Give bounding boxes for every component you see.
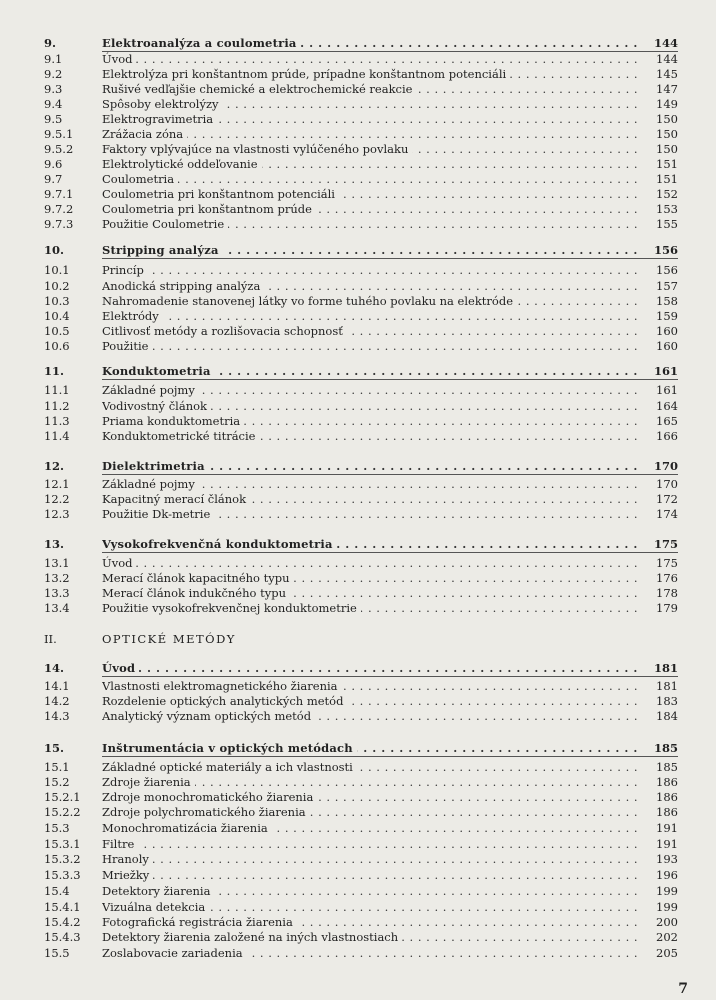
section-title [102, 586, 672, 601]
section-title [102, 694, 672, 709]
section-title-text: Detektory žiarenia založené na iných vlastnostiach [102, 930, 402, 944]
section-page-number: 193 [638, 852, 678, 867]
toc-entry-row [0, 571, 716, 586]
section-number: II. [44, 632, 57, 646]
section-title [102, 852, 672, 867]
toc-entry-row [0, 279, 716, 294]
section-title-text: Konduktometrické titrácie [102, 429, 259, 443]
section-page-number: 150 [638, 142, 678, 157]
section-page-number: 185 [638, 760, 678, 775]
section-title [102, 157, 672, 172]
section-title [102, 383, 672, 398]
section-title [102, 172, 672, 187]
section-title-text: Princíp [102, 263, 148, 277]
chapter-rule [102, 258, 678, 259]
section-title-text: Dielektrimetria [102, 459, 209, 473]
section-page-number: 160 [638, 339, 678, 354]
section-number: 11.4 [44, 429, 70, 443]
section-title-text: Monochromatizácia žiarenia [102, 821, 272, 835]
section-title-text: Elektrogravimetria [102, 112, 217, 126]
section-page-number: 153 [638, 202, 678, 217]
section-number: 15.5 [44, 946, 70, 960]
toc-entry-row [0, 52, 716, 67]
section-title [102, 187, 672, 202]
section-number: 13.3 [44, 586, 70, 600]
section-number: 15.2.1 [44, 790, 81, 804]
section-title [102, 868, 672, 883]
toc-entry-row [0, 884, 716, 899]
section-title [102, 279, 672, 294]
section-title-text: Vizuálna detekcia [102, 900, 209, 914]
section-title [102, 52, 672, 67]
section-title-text: Konduktometria [102, 364, 215, 378]
section-page-number: 158 [638, 294, 678, 309]
section-page-number: 199 [638, 900, 678, 915]
section-page-number: 150 [638, 127, 678, 142]
section-page-number: 186 [638, 790, 678, 805]
section-title [102, 202, 672, 217]
section-title-text: Citlivosť metódy a rozlišovacia schopnosť [102, 324, 347, 338]
toc-entry-row [0, 760, 716, 775]
section-page-number: 196 [638, 868, 678, 883]
section-page-number: 184 [638, 709, 678, 724]
toc-entry-row [0, 217, 716, 232]
section-title-text: Vlastnosti elektromagnetického žiarenia [102, 679, 342, 693]
toc-chapter-row [0, 741, 716, 756]
section-title [102, 324, 672, 339]
toc-chapter-row [0, 36, 716, 51]
section-title-text: Faktory vplývajúce na vlastnosti vylúčeného povlaku [102, 142, 412, 156]
toc-chapter-row [0, 459, 716, 474]
section-title [102, 837, 672, 852]
section-title-text: Filtre [102, 837, 138, 851]
section-number: 10.2 [44, 279, 70, 293]
toc-entry-row [0, 694, 716, 709]
chapter-rule [102, 379, 678, 380]
section-title [102, 946, 672, 961]
toc-entry-row [0, 309, 716, 324]
toc-entry-row [0, 900, 716, 915]
section-title-text: Elektroanalýza a coulometria [102, 36, 301, 50]
toc-entry-row [0, 324, 716, 339]
section-title-text: Základné pojmy [102, 383, 199, 397]
toc-chapter-row [0, 364, 716, 379]
section-number: 9.5.1 [44, 127, 74, 141]
section-title [102, 243, 672, 258]
section-title-text: Stripping analýza [102, 243, 223, 257]
section-title [102, 790, 672, 805]
section-title [102, 82, 672, 97]
section-title [102, 217, 672, 232]
section-title-text: Zdroje monochromatického žiarenia [102, 790, 317, 804]
section-title [102, 459, 672, 474]
section-title-text: Vysokofrekvenčná konduktometria [102, 537, 337, 551]
section-page-number: 161 [638, 383, 678, 398]
section-number: 9.3 [44, 82, 63, 96]
section-title [102, 884, 672, 899]
section-number: 9.7 [44, 172, 63, 186]
section-number: 9.5.2 [44, 142, 74, 156]
section-number: 9.1 [44, 52, 63, 66]
section-number: 10.5 [44, 324, 70, 338]
section-number: 10.4 [44, 309, 70, 323]
section-page-number: 165 [638, 414, 678, 429]
toc-entry-row [0, 399, 716, 414]
section-title [102, 571, 672, 586]
section-number: 10.3 [44, 294, 70, 308]
section-page-number: 202 [638, 930, 678, 945]
section-number: 15.2 [44, 775, 70, 789]
section-number: 9.5 [44, 112, 63, 126]
toc-entry-row [0, 339, 716, 354]
toc-entry-row [0, 775, 716, 790]
section-number: 12.1 [44, 477, 70, 491]
section-page-number: 150 [638, 112, 678, 127]
toc-entry-row [0, 112, 716, 127]
section-title [102, 339, 672, 354]
toc-entry-row [0, 709, 716, 724]
section-page-number: 175 [638, 537, 678, 552]
section-title-text: Nahromadenie stanovenej látky vo forme tuhého povlaku na elektróde [102, 294, 517, 308]
section-page-number: 170 [638, 477, 678, 492]
section-title [102, 97, 672, 112]
section-title [102, 760, 672, 775]
section-page-number: 157 [638, 279, 678, 294]
section-page-number: 181 [638, 661, 678, 676]
section-title-text: Vodivostný článok [102, 399, 211, 413]
toc-entry-row [0, 852, 716, 867]
section-title-text: Použitie vysokofrekvenčnej konduktometrie [102, 601, 361, 615]
section-page-number: 199 [638, 884, 678, 899]
section-number: 9.7.1 [44, 187, 74, 201]
section-number: 15.3.2 [44, 852, 81, 866]
section-title-text: Zrážacia zóna [102, 127, 187, 141]
section-title-text: Základné pojmy [102, 477, 199, 491]
toc-entry-row [0, 187, 716, 202]
toc-entry-row [0, 142, 716, 157]
section-title-text: Úvod [102, 661, 139, 675]
section-number: 11. [44, 364, 65, 378]
section-page-number: 161 [638, 364, 678, 379]
section-number: 15.2.2 [44, 805, 81, 819]
section-page-number: 156 [638, 243, 678, 258]
toc-entry-row [0, 821, 716, 836]
toc-entry-row [0, 294, 716, 309]
section-title-text: Elektrolytické oddeľovanie [102, 157, 262, 171]
section-title-text: Kapacitný merací článok [102, 492, 250, 506]
section-page-number: 191 [638, 837, 678, 852]
toc-entry-row [0, 946, 716, 961]
section-number: 11.2 [44, 399, 70, 413]
section-number: 15.1 [44, 760, 70, 774]
section-title [102, 930, 672, 945]
section-title-text: Elektrolýza pri konštantnom prúde, prípadne konštantnom potenciáli [102, 67, 510, 81]
section-title [102, 537, 672, 552]
section-title [102, 741, 672, 756]
section-title [102, 775, 672, 790]
toc-entry-row [0, 82, 716, 97]
toc-entry-row [0, 127, 716, 142]
section-page-number: 175 [638, 556, 678, 571]
section-number: 13.2 [44, 571, 70, 585]
section-title [102, 805, 672, 820]
toc-entry-row [0, 601, 716, 616]
section-title [102, 632, 672, 647]
section-number: 9.7.2 [44, 202, 74, 216]
section-title-text: Úvod [102, 52, 136, 66]
section-page-number: 172 [638, 492, 678, 507]
toc-chapter-row [0, 661, 716, 676]
section-title [102, 601, 672, 616]
section-number: 9.7.3 [44, 217, 74, 231]
section-title [102, 67, 672, 82]
toc-part-row [0, 632, 716, 647]
section-page-number: 185 [638, 741, 678, 756]
section-number: 15.3.1 [44, 837, 81, 851]
section-title [102, 112, 672, 127]
section-title-text: Fotografická registrácia žiarenia [102, 915, 297, 929]
toc-entry-row [0, 97, 716, 112]
section-title-text: Coulometria [102, 172, 178, 186]
section-number: 11.3 [44, 414, 70, 428]
toc-chapter-row [0, 537, 716, 552]
section-title-text: Elektródy [102, 309, 163, 323]
section-number: 12. [44, 459, 65, 473]
section-title [102, 429, 672, 444]
section-number: 13. [44, 537, 65, 551]
section-number: 11.1 [44, 383, 70, 397]
section-title-text: Rozdelenie optických analytických metód [102, 694, 347, 708]
toc-entry-row [0, 67, 716, 82]
section-page-number: 181 [638, 679, 678, 694]
section-number: 15.4 [44, 884, 70, 898]
section-number: 12.2 [44, 492, 70, 506]
section-title-text: Použitie [102, 339, 152, 353]
section-page-number: 144 [638, 52, 678, 67]
section-number: 14.3 [44, 709, 70, 723]
section-page-number: 170 [638, 459, 678, 474]
section-title [102, 915, 672, 930]
section-title-text: Mriežky [102, 868, 153, 882]
toc-entry-row [0, 172, 716, 187]
section-number: 14.1 [44, 679, 70, 693]
section-page-number: 155 [638, 217, 678, 232]
section-title [102, 821, 672, 836]
section-page-number: 186 [638, 805, 678, 820]
section-page-number: 178 [638, 586, 678, 601]
section-number: 14. [44, 661, 65, 675]
section-number: 13.4 [44, 601, 70, 615]
toc-entry-row [0, 679, 716, 694]
section-number: 15. [44, 741, 65, 755]
section-page-number: 186 [638, 775, 678, 790]
section-title-text: Zdroje žiarenia [102, 775, 195, 789]
section-title [102, 661, 672, 676]
toc-entry-row [0, 202, 716, 217]
toc-chapter-row [0, 243, 716, 258]
toc-entry-row [0, 429, 716, 444]
section-title [102, 477, 672, 492]
section-title-text: Použitie Coulometrie [102, 217, 228, 231]
section-title-text: Základné optické materiály a ich vlastnosti [102, 760, 357, 774]
section-title-text: Inštrumentácia v optických metódach [102, 741, 357, 755]
toc-entry-row [0, 556, 716, 571]
toc-entry-row [0, 930, 716, 945]
section-title [102, 142, 672, 157]
section-title [102, 679, 672, 694]
section-title-text: Úvod [102, 556, 136, 570]
toc-entry-row [0, 837, 716, 852]
section-page-number: 183 [638, 694, 678, 709]
section-title [102, 309, 672, 324]
toc-entry-row [0, 263, 716, 278]
section-page-number: 147 [638, 82, 678, 97]
section-title [102, 294, 672, 309]
section-title-text: Zoslabovacie zariadenia [102, 946, 247, 960]
section-title-text: Anodická stripping analýza [102, 279, 264, 293]
section-page-number: 174 [638, 507, 678, 522]
section-page-number: 144 [638, 36, 678, 51]
section-number: 10.6 [44, 339, 70, 353]
toc-entry-row [0, 868, 716, 883]
section-number: 9.4 [44, 97, 63, 111]
section-title [102, 36, 672, 51]
section-page-number: 151 [638, 157, 678, 172]
section-page-number: 164 [638, 399, 678, 414]
section-page-number: 149 [638, 97, 678, 112]
section-number: 9.2 [44, 67, 63, 81]
section-title-text: OPTICKÉ METÓDY [102, 632, 240, 646]
section-title-text: Detektory žiarenia [102, 884, 214, 898]
section-title [102, 127, 672, 142]
section-title [102, 900, 672, 915]
section-page-number: 152 [638, 187, 678, 202]
toc-entry-row [0, 157, 716, 172]
section-page-number: 205 [638, 946, 678, 961]
toc-entry-row [0, 790, 716, 805]
section-title-text: Analytický význam optických metód [102, 709, 315, 723]
toc-entry-row [0, 477, 716, 492]
section-page-number: 159 [638, 309, 678, 324]
toc-entry-row [0, 414, 716, 429]
section-number: 13.1 [44, 556, 70, 570]
toc-entry-row [0, 507, 716, 522]
section-number: 12.3 [44, 507, 70, 521]
section-title-text: Spôsoby elektrolýzy [102, 97, 223, 111]
toc-entry-row [0, 492, 716, 507]
section-title-text: Rušivé vedľajšie chemické a elektrochemické reakcie [102, 82, 416, 96]
chapter-rule [102, 474, 678, 475]
section-title [102, 364, 672, 379]
section-number: 10. [44, 243, 65, 257]
section-title-text: Priama konduktometria [102, 414, 244, 428]
toc-entry-row [0, 805, 716, 820]
section-title-text: Merací článok indukčného typu [102, 586, 290, 600]
section-number: 14.2 [44, 694, 70, 708]
page-number: 7 [678, 981, 688, 997]
chapter-rule [102, 552, 678, 553]
section-page-number: 145 [638, 67, 678, 82]
section-title [102, 507, 672, 522]
section-number: 15.4.2 [44, 915, 81, 929]
section-title [102, 414, 672, 429]
section-number: 15.3 [44, 821, 70, 835]
section-page-number: 156 [638, 263, 678, 278]
section-page-number: 200 [638, 915, 678, 930]
toc-entry-row [0, 383, 716, 398]
chapter-rule [102, 756, 678, 757]
section-number: 10.1 [44, 263, 70, 277]
section-title [102, 399, 672, 414]
section-number: 9.6 [44, 157, 63, 171]
toc-entry-row [0, 915, 716, 930]
section-title [102, 556, 672, 571]
section-title [102, 709, 672, 724]
section-title-text: Použitie Dk-metrie [102, 507, 214, 521]
section-title-text: Coulometria pri konštantnom potenciáli [102, 187, 339, 201]
chapter-rule [102, 676, 678, 677]
section-number: 15.4.3 [44, 930, 81, 944]
section-title-text: Hranoly [102, 852, 153, 866]
section-page-number: 166 [638, 429, 678, 444]
section-number: 15.4.1 [44, 900, 81, 914]
section-title [102, 263, 672, 278]
section-number: 9. [44, 36, 57, 50]
section-title [102, 492, 672, 507]
section-page-number: 191 [638, 821, 678, 836]
section-page-number: 160 [638, 324, 678, 339]
section-title-text: Coulometria pri konštantnom prúde [102, 202, 316, 216]
section-number: 15.3.3 [44, 868, 81, 882]
section-title-text: Merací článok kapacitného typu [102, 571, 294, 585]
toc-entry-row [0, 586, 716, 601]
section-page-number: 176 [638, 571, 678, 586]
section-page-number: 151 [638, 172, 678, 187]
section-page-number: 179 [638, 601, 678, 616]
section-title-text: Zdroje polychromatického žiarenia [102, 805, 310, 819]
